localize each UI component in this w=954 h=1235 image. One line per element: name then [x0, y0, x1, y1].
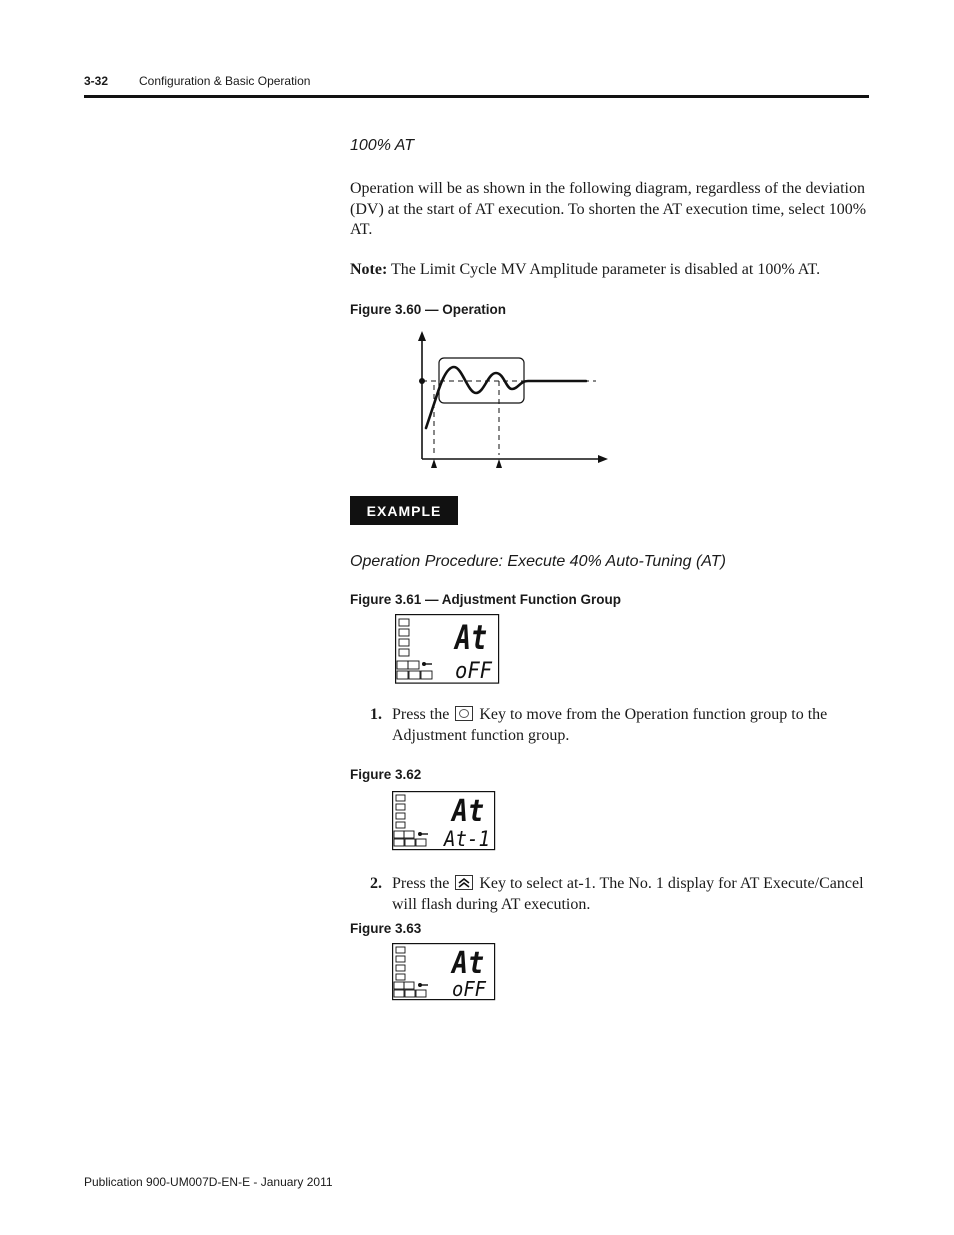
figure-caption-3-62: Figure 3.62 [350, 767, 422, 782]
step-number: 1. [370, 706, 382, 723]
procedure-title: Operation Procedure: Execute 40% Auto-Tuning (AT) [350, 553, 726, 570]
lcd-bottom-text: At-1 [442, 827, 490, 851]
step-text-after: Key to select at-1. The No. 1 display for AT Execute/Cancel will flash during AT execution. [392, 875, 864, 913]
figure-caption-3-61: Figure 3.61 — Adjustment Function Group [350, 592, 622, 607]
step-number: 2. [370, 875, 382, 892]
example-badge: EXAMPLE [350, 496, 458, 525]
lcd-bottom-text: oFF [455, 659, 493, 684]
set-point-dot [419, 378, 425, 384]
lcd-display-at-off-2 [392, 943, 497, 1003]
response-curve [426, 367, 586, 428]
step-text-before: Press the [392, 706, 450, 723]
mode-key-icon [455, 706, 473, 721]
intro-paragraph: Operation will be as shown in the following diagram, regardless of the deviation (DV) at the start of AT execution. To shorten the AT execution time, select 100% AT. [350, 180, 867, 238]
lcd-top-text: At [450, 794, 484, 829]
page-number: 3-32 [84, 74, 109, 88]
note-text: The Limit Cycle MV Amplitude parameter is disabled at 100% AT. [391, 261, 821, 278]
note-paragraph [350, 260, 870, 281]
lcd-display-at-off [395, 614, 500, 684]
step-text-before: Press the [392, 875, 450, 892]
running-header: Configuration & Basic Operation [139, 74, 311, 88]
y-axis-arrow [418, 331, 426, 341]
header-rule [84, 95, 869, 98]
lcd-display-at-at1 [392, 791, 497, 851]
operation-diagram [410, 325, 615, 470]
x-axis-arrow [598, 455, 608, 463]
at-start-arrow [431, 459, 437, 468]
lcd-top-text: At [450, 946, 484, 981]
up-key-icon [455, 875, 473, 890]
figure-caption-3-60: Figure 3.60 — Operation [350, 302, 507, 317]
section-title: 100% AT [350, 137, 415, 154]
at-end-arrow [496, 459, 502, 468]
lcd-bottom-text: oFF [452, 977, 487, 1001]
publication-footer: Publication 900-UM007D-EN-E - January 2011 [84, 1175, 333, 1189]
note-label: Note: [350, 261, 388, 278]
step-text-after: Key to move from the Operation function group to the Adjustment function group. [392, 706, 828, 744]
figure-caption-3-63: Figure 3.63 [350, 921, 422, 936]
lcd-top-text: At [453, 618, 487, 658]
